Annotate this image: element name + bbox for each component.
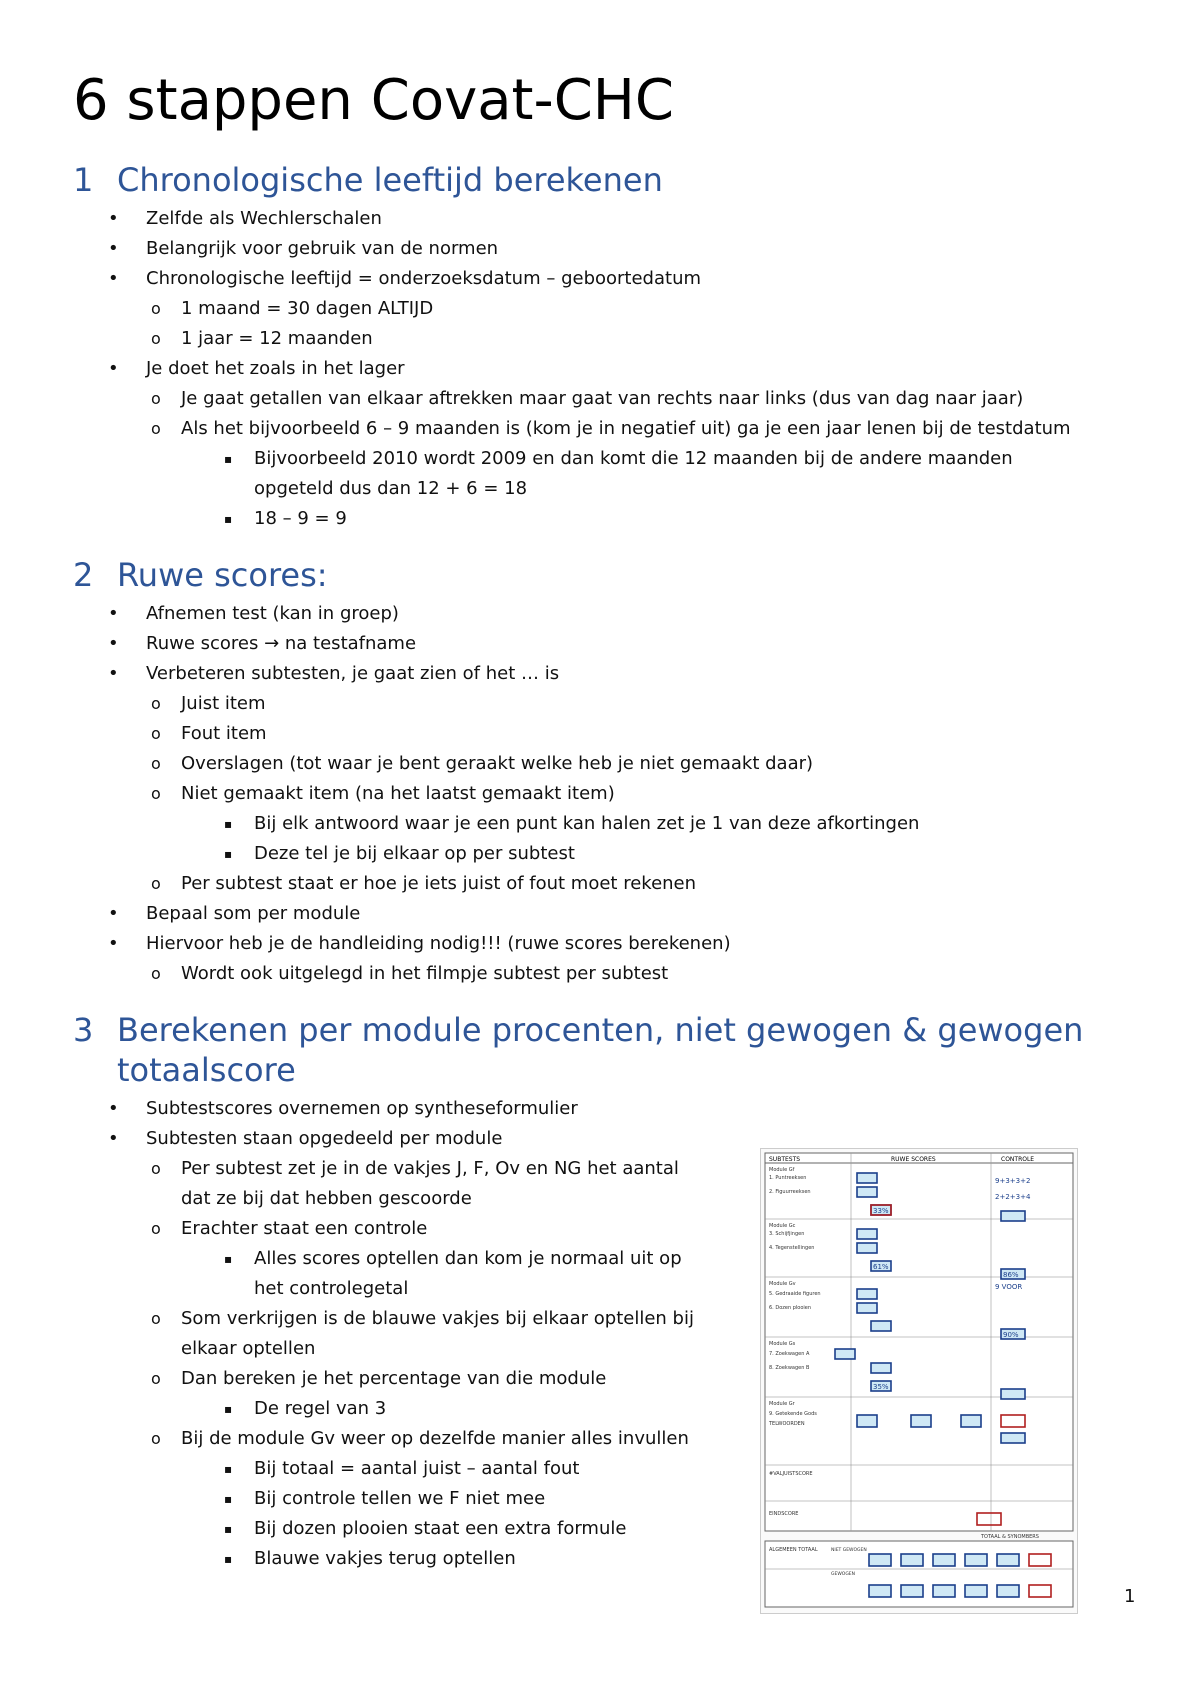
list-item: ▪ Deze tel je bij elkaar op per subtest	[224, 843, 575, 864]
form-header-raw: RUWE SCORES	[891, 1156, 936, 1163]
form-totals-title: TOTAAL & SYNOMBERS	[981, 1534, 1039, 1540]
form-header-control: CONTROLE	[1001, 1156, 1035, 1163]
section-title: Ruwe scores:	[117, 556, 328, 594]
handwritten-value: 35%	[873, 1383, 889, 1391]
list-item: ▪ Blauwe vakjes terug optellen	[224, 1548, 516, 1569]
list-item: o Fout item	[151, 723, 267, 744]
list-item: ▪ Bijvoorbeeld 2010 wordt 2009 en dan komt die 12 maanden bij de andere maanden opgeteld dus dan 12 + 6 = 18	[224, 448, 1013, 499]
section-title: Berekenen per module procenten, niet gewogen & gewogen totaalscore	[117, 1011, 1084, 1089]
form-row-label: 3. Schijfjingen	[769, 1231, 805, 1237]
form-row-label: 1. Puntreeksen	[769, 1175, 807, 1181]
list-item: o Som verkrijgen is de blauwe vakjes bij elkaar optellen bij elkaar optellen	[151, 1308, 694, 1359]
section-number: 3	[73, 1011, 94, 1049]
page-number: 1	[1124, 1586, 1136, 1607]
section-heading-2	[73, 555, 328, 595]
list-item: • Belangrijk voor gebruik van de normen	[108, 238, 499, 259]
list-item: • Subtestscores overnemen op syntheseformulier	[108, 1098, 578, 1119]
handwritten-value: 61%	[873, 1263, 889, 1271]
form-module-label: Module Gc	[769, 1223, 796, 1229]
handwritten-value: 9 VOOR	[995, 1283, 1023, 1291]
list-item: o 1 jaar = 12 maanden	[151, 328, 373, 349]
section-number: 1	[73, 161, 94, 199]
section-heading-1	[73, 160, 663, 200]
list-item: o Overslagen (tot waar je bent geraakt welke heb je niet gemaakt daar)	[151, 753, 814, 774]
section-2-list	[108, 599, 919, 989]
list-item: ▪ Bij elk antwoord waar je een punt kan halen zet je 1 van deze afkortingen	[224, 813, 920, 834]
form-row-label: TELWOORDEN	[769, 1421, 805, 1427]
form-row-label: EINDSCORE	[769, 1511, 799, 1517]
page-title: 6 stappen Covat-CHC	[73, 68, 675, 133]
section-3-list	[108, 1094, 701, 1574]
form-row-label: 2. Figuurreeksen	[769, 1189, 811, 1195]
list-item: • Hiervoor heb je de handleiding nodig!!! (ruwe scores berekenen) o Wordt ook uitgelegd in het filmpje subtest per subtest	[108, 929, 919, 989]
form-row-label: 9. Getekende Gods	[769, 1411, 817, 1417]
list-item: • Subtesten staan opgedeeld per module o Per subtest zet je in de vakjes J, F, Ov en NG het aantal dat ze bij dat hebben gescoorde o Erachter staat een controle ▪ Alles scores optellen dan kom je normaal uit op het controlegetal o Som verkrijgen is de blauwe vakjes bij elkaar optellen bij elkaar optellen o Dan bereken je het percentage van die module ▪ De regel van 3 o Bij de module Gv weer op dezelfde manier alles invullen ▪ Bij totaal = aantal juist – aantal fout ▪ Bij controle tellen we F niet mee ▪ Bij dozen plooien staat een extra formule ▪ Blauwe vakjes terug optellen	[108, 1124, 701, 1574]
handwritten-value: 86%	[1003, 1271, 1019, 1279]
list-item: • Verbeteren subtesten, je gaat zien of het … is o Juist item o Fout item o Overslagen (tot waar je bent geraakt welke heb je niet gemaakt daar) o Niet gemaakt item (na het laatst gemaakt item) ▪ Bij elk antwoord waar je een punt kan halen zet je 1 van deze afkortingen ▪ Deze tel je bij elkaar op per subtest o Per subtest staat er hoe je iets juist of fout moet rekenen	[108, 659, 919, 899]
list-item: o Juist item	[151, 693, 266, 714]
list-item: o Per subtest staat er hoe je iets juist of fout moet rekenen	[151, 873, 697, 894]
form-row-label: 4. Tegenstellingen	[769, 1245, 815, 1251]
list-item: o Bij de module Gv weer op dezelfde manier alles invullen ▪ Bij totaal = aantal juist – aantal fout ▪ Bij controle tellen we F niet mee ▪ Bij dozen plooien staat een extra formule ▪ Blauwe vakjes terug optellen	[108, 1424, 701, 1574]
list-item: ▪ De regel van 3	[224, 1398, 387, 1419]
section-title: Chronologische leeftijd berekenen	[117, 161, 663, 199]
handwritten-value: 90%	[1003, 1331, 1019, 1339]
form-totals-row: GEWOGEN	[831, 1572, 856, 1577]
form-row-label: 7. Zoekwagen A	[769, 1351, 810, 1357]
form-row-label: 6. Dozen plooien	[769, 1305, 812, 1311]
form-row-label: 5. Gedraaide figuren	[769, 1291, 821, 1297]
handwritten-value: 2+2+3+4	[995, 1193, 1031, 1201]
form-module-label: Module Gs	[769, 1341, 796, 1347]
synthesis-form-image	[760, 1148, 1078, 1614]
list-item: o Dan bereken je het percentage van die module ▪ De regel van 3	[108, 1364, 701, 1424]
form-row-label: 8. Zoekwagen B	[769, 1365, 810, 1371]
list-item: o Als het bijvoorbeeld 6 – 9 maanden is (kom je in negatief uit) ga je een jaar lenen bij de testdatum ▪ Bijvoorbeeld 2010 wordt 2009 en dan komt die 12 maanden bij de andere maanden opgeteld dus dan 12 + 6 = 18 ▪ 18 – 9 = 9	[108, 414, 1071, 534]
section-1-list	[108, 204, 1071, 534]
form-module-label: Module Gr	[769, 1401, 795, 1407]
list-item: • Zelfde als Wechlerschalen	[108, 208, 382, 229]
handwritten-value: 9+3+3+2	[995, 1177, 1031, 1185]
list-item: ▪ Bij controle tellen we F niet mee	[224, 1488, 546, 1509]
list-item: ▪ Bij dozen plooien staat een extra formule	[224, 1518, 627, 1539]
list-item: o Wordt ook uitgelegd in het filmpje subtest per subtest	[151, 963, 669, 984]
list-item: • Ruwe scores → na testafname	[108, 633, 417, 654]
section-number: 2	[73, 556, 94, 594]
list-item: • Afnemen test (kan in groep)	[108, 603, 399, 624]
list-item: ▪ 18 – 9 = 9	[224, 508, 347, 529]
list-item: o Per subtest zet je in de vakjes J, F, Ov en NG het aantal dat ze bij dat hebben gescoorde	[151, 1158, 679, 1209]
list-item: o Je gaat getallen van elkaar aftrekken maar gaat van rechts naar links (dus van dag naar jaar)	[151, 388, 1024, 409]
section-heading-3	[73, 1010, 1137, 1090]
list-item: ▪ Alles scores optellen dan kom je normaal uit op het controlegetal	[224, 1248, 682, 1299]
list-item: • Je doet het zoals in het lager o Je gaat getallen van elkaar aftrekken maar gaat van rechts naar links (dus van dag naar jaar) o Als het bijvoorbeeld 6 – 9 maanden is (kom je in negatief uit) ga je een jaar lenen bij de testdatum ▪ Bijvoorbeeld 2010 wordt 2009 en dan komt die 12 maanden bij de andere maanden opgeteld dus dan 12 + 6 = 18 ▪ 18 – 9 = 9	[108, 354, 1071, 534]
list-item: o Niet gemaakt item (na het laatst gemaakt item) ▪ Bij elk antwoord waar je een punt kan halen zet je 1 van deze afkortingen ▪ Deze tel je bij elkaar op per subtest	[108, 779, 919, 869]
list-item: o Erachter staat een controle ▪ Alles scores optellen dan kom je normaal uit op het controlegetal	[108, 1214, 701, 1304]
list-item: • Chronologische leeftijd = onderzoeksdatum – geboortedatum o 1 maand = 30 dagen ALTIJD o 1 jaar = 12 maanden	[108, 264, 1071, 354]
form-module-label: Module Gf	[769, 1167, 795, 1173]
form-totals-row: NIET GEWOGEN	[831, 1548, 867, 1553]
list-item: ▪ Bij totaal = aantal juist – aantal fout	[224, 1458, 580, 1479]
form-row-label: #VALJUISTSCORE	[769, 1471, 813, 1477]
synthesis-form-drawing	[761, 1149, 1077, 1613]
list-item: o 1 maand = 30 dagen ALTIJD	[151, 298, 434, 319]
handwritten-value: 33%	[873, 1207, 889, 1215]
form-totals-label: ALGEMEEN TOTAAL	[769, 1547, 818, 1553]
list-item: • Bepaal som per module	[108, 903, 361, 924]
form-header-subtests: SUBTESTS	[769, 1156, 801, 1163]
form-module-label: Module Gv	[769, 1281, 796, 1287]
